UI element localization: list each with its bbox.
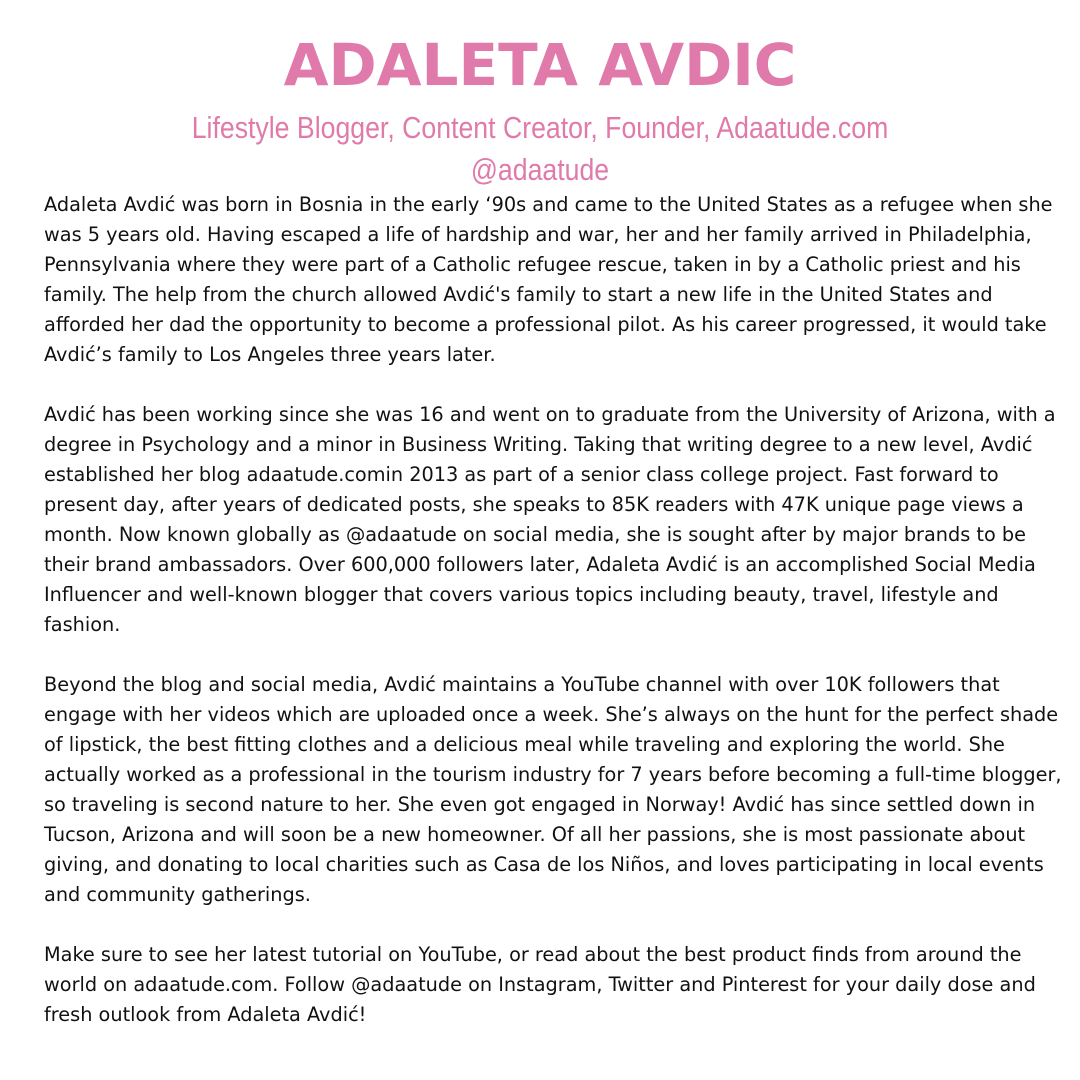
bio-paragraph-3: Beyond the blog and social media, Avdić maintains a YouTube channel with over 10K followers that engage with her videos which are uploaded once a week. She’s always on the hunt for the perfect shade of lipstick, the best fitting clothes and a delicious meal while traveling and exploring the world. She actually worked as a professional in the tourism industry for 7 years before becoming a full-time blogger, so traveling is second nature to her. She even got engaged in Norway! Avdić has since settled down in Tucson, Arizona and will soon be a new homeowner. Of all her passions, she is most passionate about giving, and donating to local charities such as Casa de los Niños, and loves participating in local events and community gatherings. — [44, 673, 1062, 906]
social-handle: @adaatude — [470, 152, 610, 187]
bio-paragraph-1: Adaleta Avdić was born in Bosnia in the early ‘90s and came to the United States as a refugee when she was 5 years old. Having escaped a life of hardship and war, her and her family arrived in Philadelphia, Pennsylvania where they were part of a Catholic refugee rescue, taken in by a Catholic priest and his family. The help from the church allowed Avdić's family to start a new life in the United States and afforded her dad the opportunity to become a professional pilot. As his career progressed, it would take Avdić’s family to Los Angeles three years later. — [44, 193, 1053, 366]
bio-body — [44, 190, 1064, 1060]
bio-paragraph-2: Avdić has been working since she was 16 and went on to graduate from the University of Arizona, with a degree in Psychology and a minor in Business Writing. Taking that writing degree to a new level, Avdić established her blog adaatude.comin 2013 as part of a senior class college project. Fast forward to present day, after years of dedicated posts, she speaks to 85K readers with 47K unique page views a month. Now known globally as @adaatude on social media, she is sought after by major brands to be their brand ambassadors. Over 600,000 followers later, Adaleta Avdić is an accomplished Social Media Influencer and well-known blogger that covers various topics including beauty, travel, lifestyle and fashion. — [44, 403, 1056, 636]
person-subtitle: Lifestyle Blogger, Content Creator, Founder, Adaatude.com — [191, 110, 889, 145]
person-name: ADALETA AVDIC — [283, 31, 797, 99]
bio-paragraph-4: Make sure to see her latest tutorial on YouTube, or read about the best product finds from around the world on adaatude.com. Follow @adaatude on Instagram, Twitter and Pinterest for your daily dose and fresh outlook from Adaleta Avdić! — [44, 943, 1036, 1026]
